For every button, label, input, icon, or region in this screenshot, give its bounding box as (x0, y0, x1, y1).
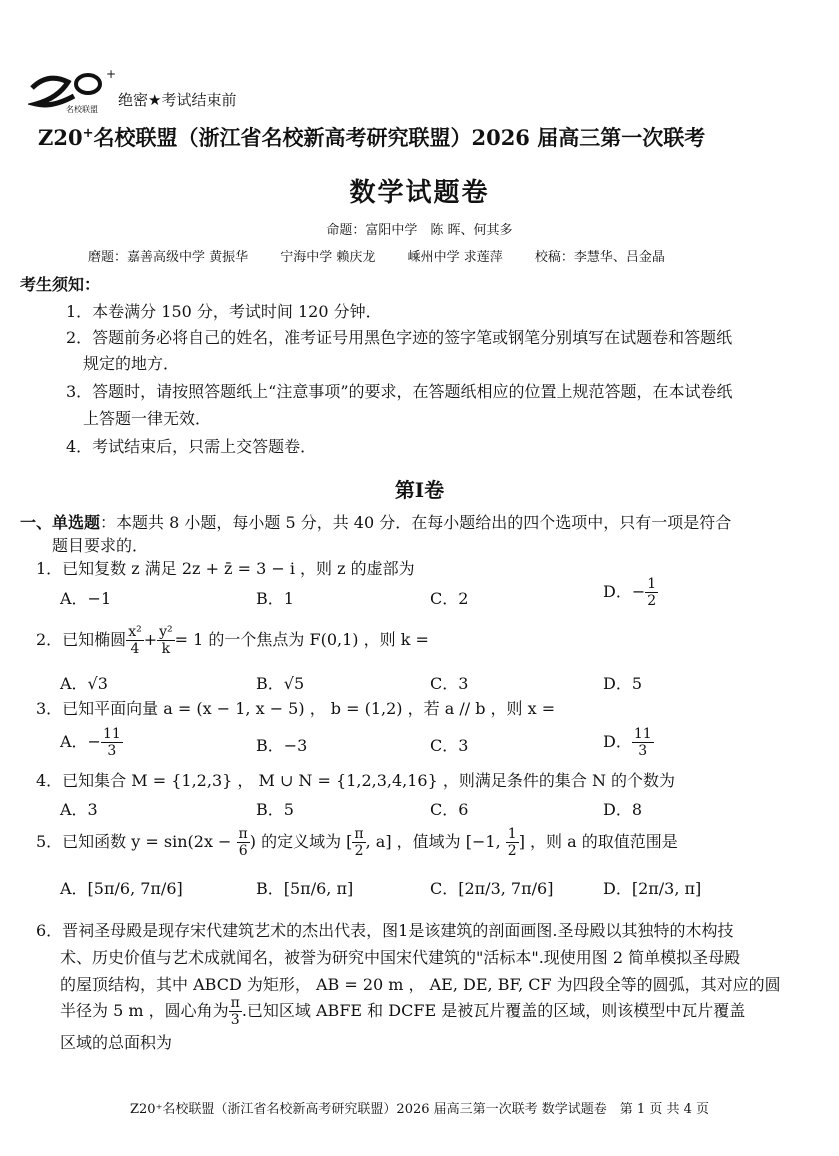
reviewer-3: 嵊州中学 求莲萍 (407, 250, 503, 265)
logo-text: 名校联盟 (66, 105, 98, 114)
authors: 命题：富阳中学 陈 晖、何其多 (326, 223, 513, 238)
q5-option-c: C．[2π/3, 7π/6] (430, 879, 554, 898)
q4-option-c: C．6 (430, 800, 469, 819)
q4-option-a: A．3 (60, 800, 98, 819)
reviewer-2: 宁海中学 赖庆龙 (280, 250, 376, 265)
reviewers (88, 246, 693, 265)
question-6-line-3: 的屋顶结构，其中 ABCD 为矩形， AB = 20 m ， AE, DE, BF, CF 为四段全等的圆弧，其对应的圆 (60, 975, 781, 994)
q3-option-c: C．3 (430, 736, 469, 755)
question-6-line-4: 半径为 5 m ，圆心角为 $\frac{\pi}{3}$ .已知区域 ABFE 和 DCFE 是被瓦片覆盖的区域，则该模型中瓦片覆盖 (60, 995, 746, 1028)
notice-item-2: 2．答题前务必将自己的姓名，准考证号用黑色字迹的签字笔或钢笔分别填写在试题卷和答题纸 (66, 328, 733, 347)
question-6-line-1: 6．晋祠圣母殿是现存宋代建筑艺术的杰出代表，图1是该建筑的剖面画图.圣母殿以其独特的木构技 (36, 921, 734, 940)
question-6-line-5: 区域的总面积为 (60, 1033, 173, 1052)
exam-title: Z20+名校联盟（浙江省名校新高考研究联盟）2026 届高三第一次联考 (38, 125, 706, 150)
q3-option-d: D． $\frac{11}{3}$ (603, 726, 652, 759)
q5-option-d: D．[2π/3, π] (603, 879, 702, 898)
q4-option-d: D．8 (603, 800, 643, 819)
question-4: 4．已知集合 M = {1,2,3} ， M ∪ N = {1,2,3,4,16} ，则满足条件的集合 N 的个数为 (36, 771, 676, 790)
notice-heading: 考生须知： (20, 275, 101, 294)
notice-item-3: 3．答题时，请按照答题纸上“注意事项”的要求，在答题纸相应的位置上规范答题，在本试卷纸 (66, 382, 733, 401)
z20-logo (28, 68, 118, 116)
page-footer: Z20⁺名校联盟（浙江省名校新高考研究联盟）2026 届高三第一次联考 数学试题卷 第 1 页 共 4 页 (130, 1102, 709, 1117)
question-1: 1．已知复数 z 满足 2z + z̄ = 3 − i ，则 z 的虚部为 (36, 559, 415, 578)
question-2: 2．已知椭圆 $\frac{\text{x²}}{4}$ + $\frac{\text{y²}}{k}$ = 1 的一个焦点为 F(0,1) ，则 k = (36, 624, 429, 657)
confidential-label: 绝密★考试结束前 (118, 91, 237, 109)
q1-option-c: C．2 (430, 589, 469, 608)
q2-option-b: B．√5 (256, 674, 305, 693)
q5-option-b: B．[5π/6, π] (256, 879, 354, 898)
question-5: 5．已知函数 y = sin(2x − $\frac{\pi}{6}$ ) 的定义域为 [ $\frac{\pi}{2}$ , a] ，值域为 [−1, $\frac{1}{2}$ ] ，则 a 的取值范围是 (36, 826, 678, 859)
question-3: 3．已知平面向量 a = (x − 1, x − 5) ， b = (1,2) ，若 a // b ，则 x = (36, 699, 556, 718)
q2-option-a: A．√3 (60, 674, 108, 693)
q2-option-c: C．3 (430, 674, 469, 693)
reviewer-1: 磨题：嘉善高级中学 黄振华 (88, 250, 249, 265)
paper-title: 数学试题卷 (349, 178, 490, 208)
q3-option-b: B．−3 (256, 736, 308, 755)
q3-option-a: A．− $\frac{11}{3}$ (60, 726, 121, 759)
q1-option-b: B．1 (256, 589, 294, 608)
notice-item-4: 4．考试结束后，只需上交答题卷． (66, 437, 317, 456)
reviewer-4: 校稿：李慧华、吕金晶 (534, 250, 665, 265)
q5-option-a: A．[5π/6, 7π/6] (60, 879, 183, 898)
section-heading: 一、单选题：本题共 8 小题，每小题 5 分，共 40 分．在每小题给出的四个选项中，只有一项是符合 (20, 513, 732, 532)
question-6-line-2: 术、历史价值与艺术成就闻名，被誉为研究中国宋代建筑的"活标本".现使用图 2 简单模拟圣母殿 (60, 948, 741, 967)
q1-option-d: D．− $\frac{1}{2}$ (603, 576, 657, 609)
q1-option-a: A．−1 (60, 589, 112, 608)
q4-option-b: B．5 (256, 800, 294, 819)
notice-item-2-cont: 规定的地方． (83, 354, 180, 373)
notice-item-3-cont: 上答题一律无效． (83, 409, 212, 428)
notice-item-1: 1．本卷满分 150 分，考试时间 120 分钟． (66, 302, 382, 321)
q2-option-d: D．5 (603, 674, 643, 693)
svg-text:+: + (106, 68, 117, 81)
volume-title: 第Ⅰ卷 (394, 478, 445, 502)
section-heading-cont: 题目要求的． (52, 536, 149, 555)
